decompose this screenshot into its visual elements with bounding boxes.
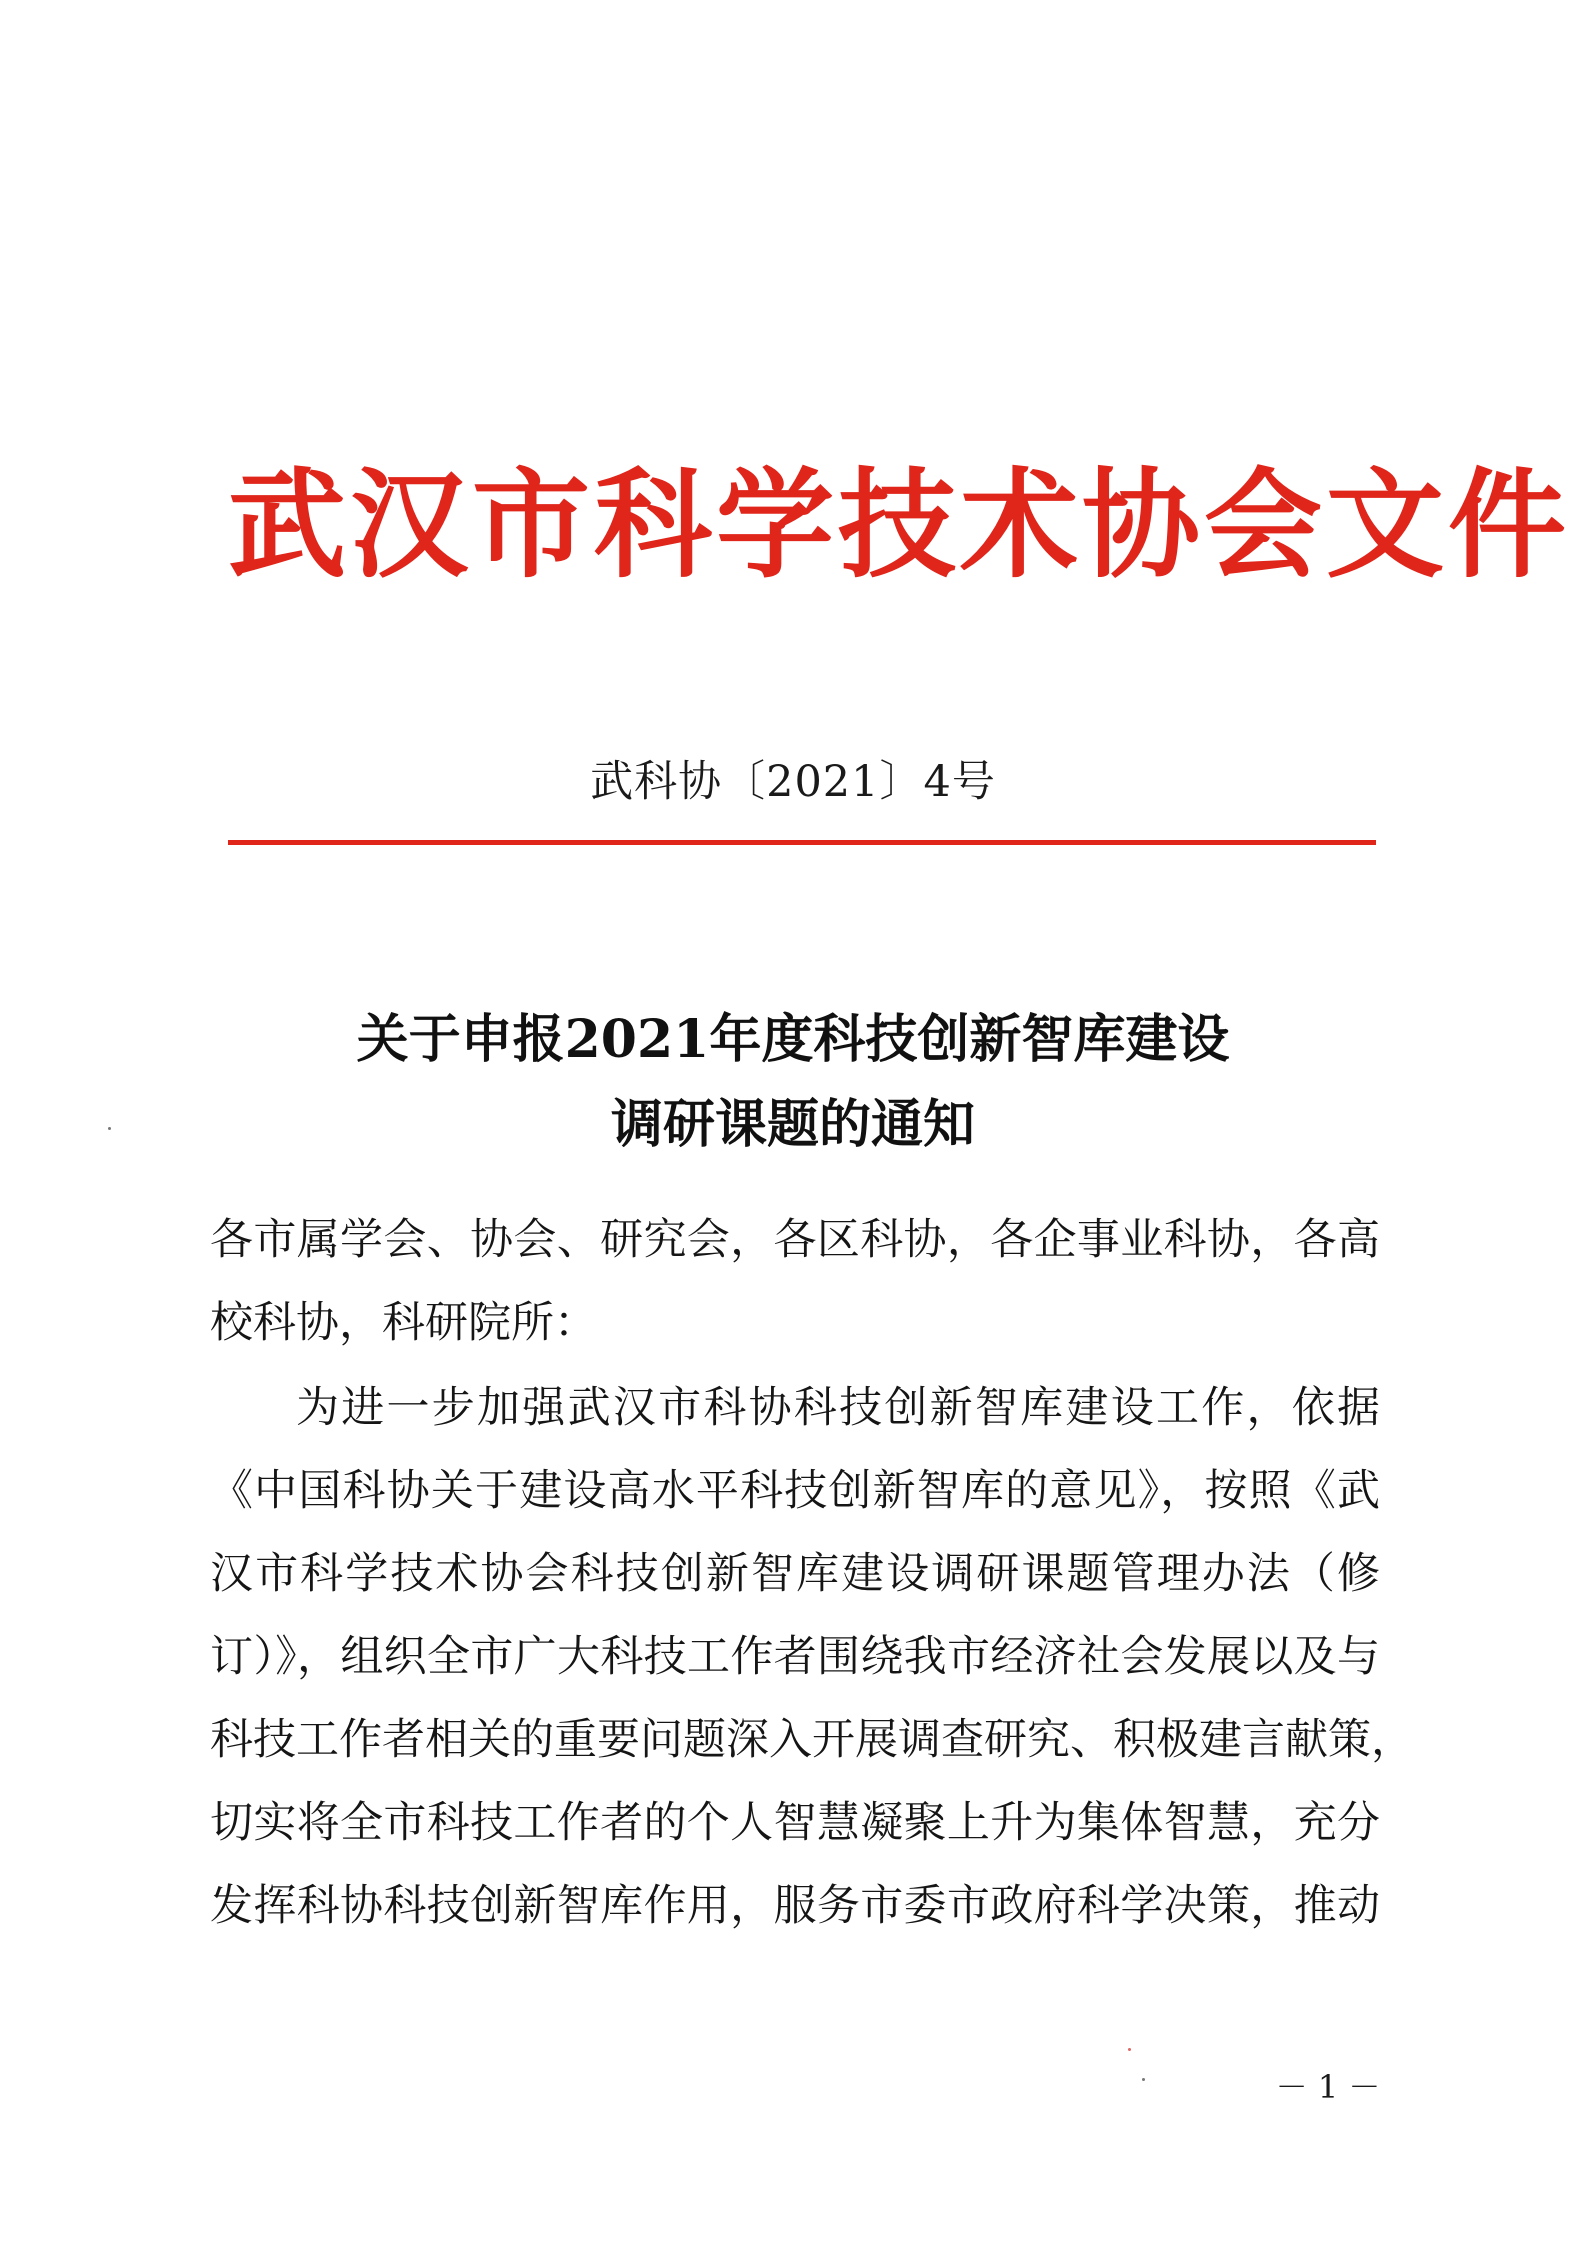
addressee-line-1: 各市属学会、协会、研究会，各区科协，各企事业科协，各高 (210, 1215, 1380, 1265)
body-line-5: 科技工作者相关的重要问题深入开展调查研究、积极建言献策， (210, 1715, 1414, 1765)
scan-speck (1142, 2078, 1145, 2081)
page-number: － 1 － (1275, 2068, 1381, 2106)
body-line-4: 订）》，组织全市广大科技工作者围绕我市经济社会发展以及与 (210, 1632, 1380, 1682)
body-line-3: 汉市科学技术协会科技创新智库建设调研课题管理办法（修 (210, 1549, 1380, 1599)
red-header-title: 武汉市科学技术协会文件 (228, 455, 1571, 594)
document-number: 武科协〔2021〕4号 (590, 757, 996, 807)
body-line-6: 切实将全市科技工作者的个人智慧凝聚上升为集体智慧，充分 (210, 1798, 1380, 1848)
body-line-2: 《中国科协关于建设高水平科技创新智库的意见》，按照《武 (210, 1466, 1380, 1516)
scan-speck (1128, 2048, 1131, 2051)
scan-speck (108, 1127, 111, 1130)
addressee-line-2: 校科协，科研院所： (210, 1298, 597, 1348)
notice-title-line-2: 调研课题的通知 (610, 1094, 975, 1155)
red-divider-line (228, 840, 1376, 845)
body-line-1: 为进一步加强武汉市科协科技创新智库建设工作，依据 (296, 1383, 1380, 1433)
body-line-7: 发挥科协科技创新智库作用，服务市委市政府科学决策，推动 (210, 1881, 1380, 1931)
notice-title-line-1: 关于申报2021年度科技创新智库建设 (356, 1009, 1230, 1070)
